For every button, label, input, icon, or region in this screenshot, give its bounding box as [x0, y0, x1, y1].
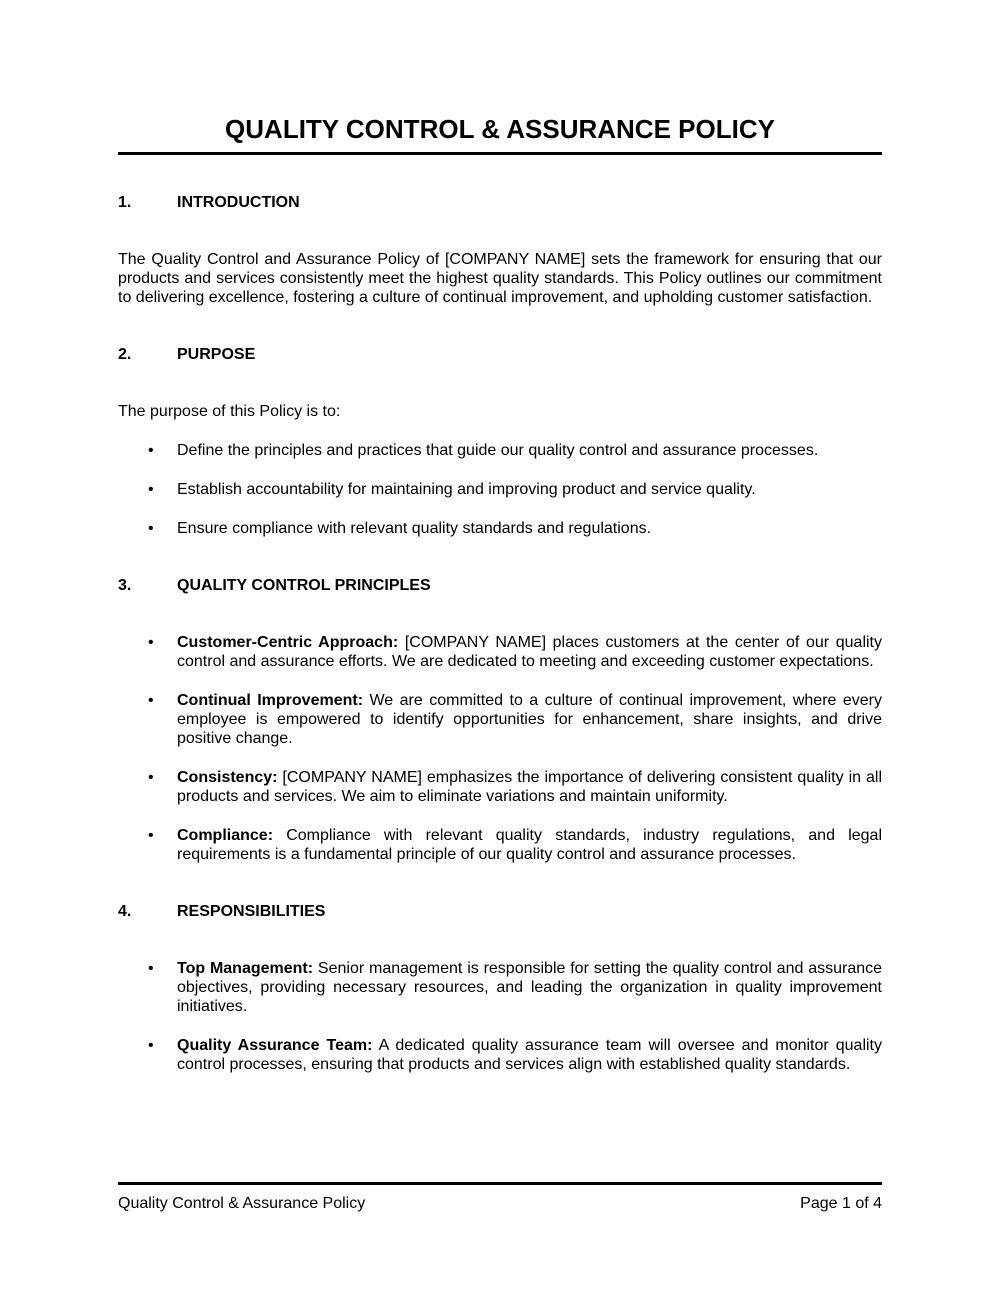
section-heading-introduction [118, 193, 882, 212]
bullet-lead: Quality Assurance Team: [177, 1037, 373, 1054]
bullet-body: [COMPANY NAME] emphasizes the importance of delivering consistent quality in all products and services. We aim to eliminate variations and maintain uniformity. [177, 769, 882, 805]
bullet-marker-icon: • [148, 481, 154, 498]
bullet-item [118, 1036, 882, 1074]
page-footer [118, 1182, 882, 1213]
bullet-body: [COMPANY NAME] places customers at the center of our quality control and assurance efforts. We are dedicated to meeting and exceeding customer expectations. [177, 634, 883, 670]
section-heading-quality-control-principles [118, 576, 882, 595]
page-title: QUALITY CONTROL & ASSURANCE POLICY [118, 113, 882, 155]
bullet-item [118, 691, 882, 748]
section-heading-label: QUALITY CONTROL PRINCIPLES [177, 577, 431, 594]
bullet-text [177, 768, 882, 806]
bullet-marker-icon: • [148, 520, 154, 537]
bullet-lead: Consistency: [177, 769, 278, 786]
bullet-text [177, 691, 882, 748]
paragraph-introduction: The Quality Control and Assurance Policy of [COMPANY NAME] sets the framework for ensuring that our products and services consistently meet the highest quality standards. This Policy outlines our commitment to delivering excellence, fostering a culture of continual improvement, and upholding customer satisfaction. [118, 251, 882, 306]
bullet-marker-icon: • [148, 442, 154, 459]
bullet-text [177, 959, 882, 1016]
bullet-item [118, 768, 882, 806]
bullet-lead: Compliance: [177, 827, 274, 844]
footer-page-number: Page 1 of 4 [800, 1195, 882, 1212]
bullet-text: Ensure compliance with relevant quality standards and regulations. [177, 520, 652, 537]
bullet-text: Define the principles and practices that guide our quality control and assurance processes. [177, 442, 819, 459]
bullet-text [177, 633, 882, 671]
bullet-item [118, 633, 882, 671]
bullet-text [177, 1036, 882, 1074]
bullet-body: A dedicated quality assurance team will oversee and monitor quality control processes, ensuring that products and services align with established quality standards. [177, 1037, 882, 1073]
bullet-body: We are committed to a culture of continual improvement, where every employee is empowered to identify opportunities for enhancement, share insights, and drive positive change. [177, 692, 883, 747]
bullet-marker-icon: • [148, 1037, 154, 1054]
section-number: 3. [118, 577, 132, 594]
bullet-text [177, 826, 882, 864]
bullet-marker-icon: • [148, 692, 154, 709]
bullet-item [118, 519, 882, 538]
footer-document-title: Quality Control & Assurance Policy [118, 1195, 366, 1212]
bullet-lead: Continual Improvement: [177, 692, 364, 709]
bullet-marker-icon: • [148, 827, 154, 844]
section-heading-purpose [118, 345, 882, 364]
bullet-item [118, 441, 882, 460]
section-heading-label: INTRODUCTION [177, 194, 300, 211]
section-number: 4. [118, 903, 132, 920]
bullet-marker-icon: • [148, 960, 154, 977]
paragraph-purpose-intro: The purpose of this Policy is to: [118, 403, 341, 420]
bullet-lead: Customer-Centric Approach: [177, 634, 399, 651]
bullet-marker-icon: • [148, 634, 154, 651]
section-heading-label: RESPONSIBILITIES [177, 903, 326, 920]
bullet-marker-icon: • [148, 769, 154, 786]
bullet-text: Establish accountability for maintaining and improving product and service quality. [177, 481, 756, 498]
section-number: 2. [118, 346, 132, 363]
bullet-body: Senior management is responsible for setting the quality control and assurance objectives, providing necessary resources, and leading the organization in quality improvement initiatives. [177, 960, 883, 1015]
section-heading-responsibilities [118, 902, 882, 921]
section-number: 1. [118, 194, 132, 211]
bullet-lead: Top Management: [177, 960, 314, 977]
bullet-item [118, 480, 882, 499]
section-heading-label: PURPOSE [177, 346, 256, 363]
bullet-item [118, 959, 882, 1016]
bullet-body: Compliance with relevant quality standards, industry regulations, and legal requirements is a fundamental principle of our quality control and assurance processes. [177, 827, 882, 863]
bullet-item [118, 826, 882, 864]
